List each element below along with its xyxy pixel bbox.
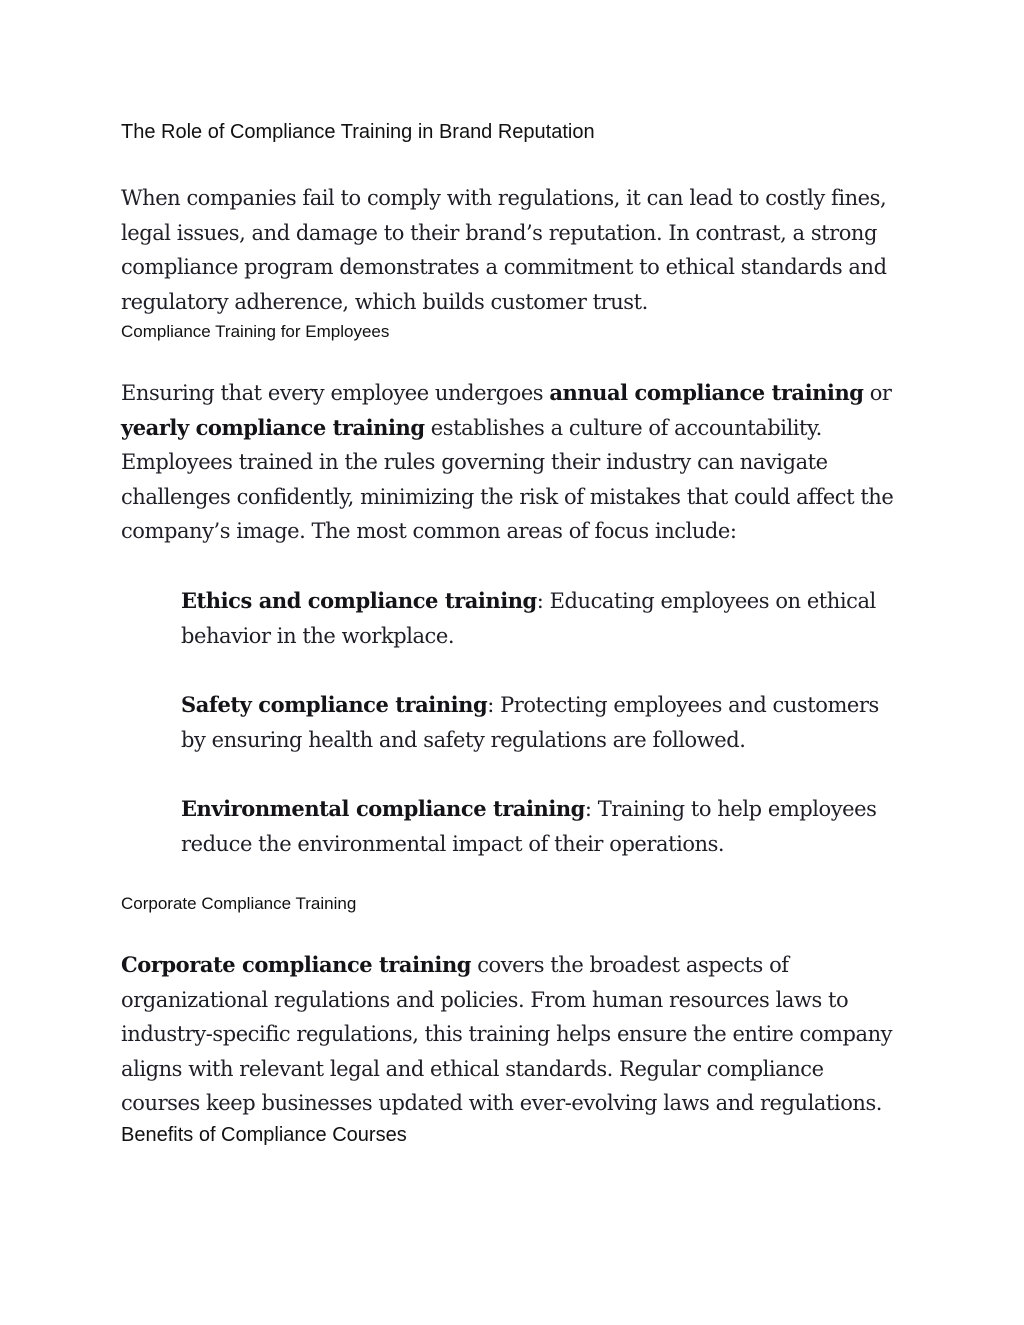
keyword-annual-compliance-training: annual compliance training [549,380,864,405]
list-item-separator: : [584,797,592,821]
paragraph-brand-reputation: When companies fail to comply with regulations, it can lead to costly fines, legal issues, and damage to their brand’s reputation. In contrast, a strong compliance program demonstrates a commitment to ethical standards and regulatory adherence, which builds customer trust. [121,186,887,314]
list-item-environmental [181,792,891,861]
list-item-safety [181,688,891,757]
paragraph-text: Ensuring that every employee undergoes [121,381,550,405]
keyword-yearly-compliance-training: yearly compliance training [121,414,425,440]
list-item-separator: : [487,693,494,717]
section-heading-employee-training: Compliance Training for Employees [121,322,390,341]
keyword-corporate-compliance-training: Corporate compliance training [121,952,471,977]
list-item-term: Safety compliance training [181,692,488,717]
list-item-description: Training to help employees reduce the environmental impact of their operations. [181,797,877,856]
paragraph-text: establishes a culture of accountability. Employees trained in the rules governing their industry can navigate challenges confidently, minimizing the risk of mistakes that could affect the company’s image. The most common areas of focus include: [121,415,894,544]
paragraph-text: covers the broadest aspects of organizational regulations and policies. From human resources laws to industry-specific regulations, this training helps ensure the entire company aligns with relevant legal and ethical standards. Regular compliance courses keep businesses updated with ever-evolving laws and regulations. [121,953,893,1116]
list-item-separator: : [536,589,544,613]
list-item-ethics [181,584,891,653]
section-heading-corporate-training: Corporate Compliance Training [121,894,357,913]
list-item-description: Protecting employees and customers by ensuring health and safety regulations are followed. [181,693,879,752]
paragraph-employee-training [121,376,901,549]
list-item-description: Educating employees on ethical behavior in the workplace. [181,589,876,648]
paragraph-corporate-training [121,948,901,1121]
paragraph-text: or [863,381,892,405]
list-item-term: Ethics and compliance training [181,588,537,613]
list-item-term: Environmental compliance training [181,796,585,821]
section-heading-benefits: Benefits of Compliance Courses [121,1124,407,1146]
section-heading-brand-reputation: The Role of Compliance Training in Brand Reputation [121,121,595,143]
